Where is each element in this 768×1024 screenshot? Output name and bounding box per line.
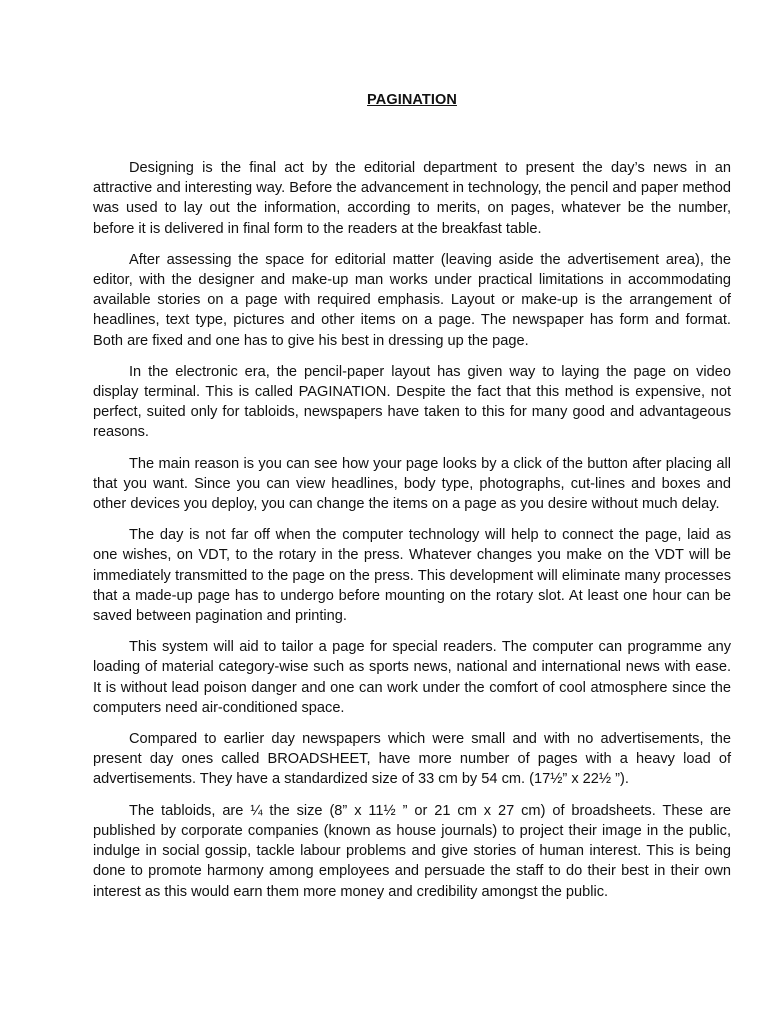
paragraph-main-reason: The main reason is you can see how your page looks by a click of the button after placing all that you want. Since you can view headlines, body type, photographs, cut-lines and boxes and other devices you deploy, you can change the items on a page as you desire without much delay.: [93, 455, 731, 513]
paragraph-assessing-space: After assessing the space for editorial matter (leaving aside the advertisement area), the editor, with the designer and make-up man works under practical limitations in accommodating available stories on a page with required emphasis. Layout or make-up is the arrangement of headlines, text type, pictures and other items on a page. The newspaper has form and format. Both are fixed and one has to give his best in dressing up the page.: [93, 251, 731, 349]
page-title: PAGINATION: [367, 92, 457, 108]
document-body: [93, 158, 731, 913]
paragraph-designing: Designing is the final act by the editorial department to present the day’s news in an attractive and interesting way. Before the advancement in technology, the pencil and paper method was used to lay out the information, according to merits, on pages, whatever be the number, before it is delivered in final form to the readers at the breakfast table.: [93, 160, 731, 237]
paragraph-special-readers: This system will aid to tailor a page for special readers. The computer can programme any loading of material category-wise such as sports news, national and international news with ease. It is without lead poison danger and one can work under the comfort of cool atmosphere since the computers need air-conditioned space.: [93, 639, 731, 716]
paragraph-broadsheet: Compared to earlier day newspapers which were small and with no advertisements, the present day ones called BROADSHEET, have more number of pages with a heavy load of advertisements. They have a standardized size of 33 cm by 54 cm. (17½” x 22½ ”).: [93, 731, 731, 788]
paragraph-electronic-era: In the electronic era, the pencil-paper layout has given way to laying the page on video display terminal. This is called PAGINATION. Despite the fact that this method is expensive, not perfect, suited only for tabloids, newspapers have taken to this for many good and advantageous reasons.: [93, 363, 731, 441]
paragraph-computer-technology: The day is not far off when the computer technology will help to connect the page, laid as one wishes, on VDT, to the rotary in the press. Whatever changes you make on the VDT will be immediately transmitted to the page on the press. This development will eliminate many processes that a made-up page has to undergo before mounting on the rotary slot. At least one hour can be saved between pagination and printing.: [93, 527, 731, 625]
paragraph-tabloids: The tabloids, are ¼ the size (8” x 11½ ” or 21 cm x 27 cm) of broadsheets. These are published by corporate companies (known as house journals) to project their image in the public, indulge in social gossip, tackle labour problems and give stories of human interest. This is being done to promote harmony among employees and persuade the staff to do their best in their own interest as this would earn them more money and credibility amongst the public.: [93, 802, 731, 900]
